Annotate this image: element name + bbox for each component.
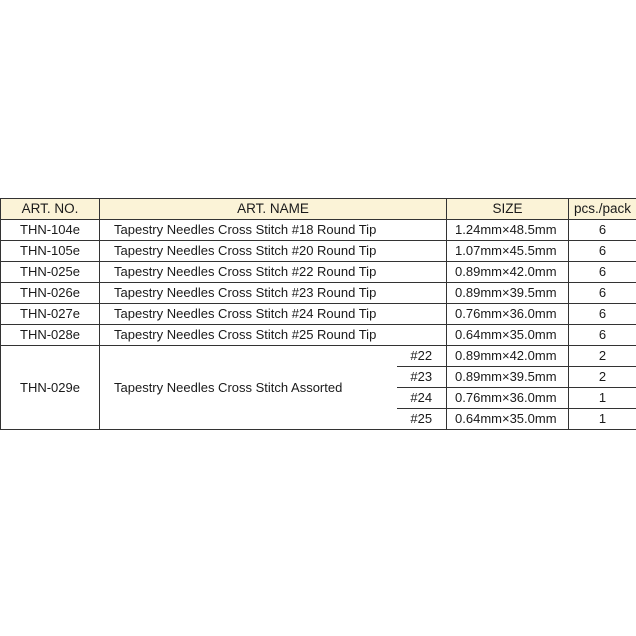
table-row-assorted bbox=[1, 346, 636, 367]
needle-number-cell: #25 bbox=[397, 409, 447, 430]
size-cell: 0.64mm×35.0mm bbox=[447, 325, 569, 346]
pcs-cell: 6 bbox=[569, 241, 636, 262]
pcs-cell: 1 bbox=[569, 409, 636, 430]
table-row bbox=[1, 262, 636, 283]
header-art-name: ART. NAME bbox=[100, 199, 447, 220]
table-row bbox=[1, 220, 636, 241]
art-no-cell: THN-028e bbox=[1, 325, 100, 346]
size-cell: 1.07mm×45.5mm bbox=[447, 241, 569, 262]
table-row bbox=[1, 241, 636, 262]
size-cell: 0.89mm×39.5mm bbox=[447, 283, 569, 304]
pcs-cell: 2 bbox=[569, 346, 636, 367]
assorted-art-name-cell: Tapestry Needles Cross Stitch Assorted bbox=[100, 346, 397, 430]
pcs-cell: 6 bbox=[569, 325, 636, 346]
size-cell: 0.76mm×36.0mm bbox=[447, 388, 569, 409]
art-name-cell: Tapestry Needles Cross Stitch #25 Round Tip bbox=[100, 325, 447, 346]
product-spec-table bbox=[0, 198, 636, 430]
table-row bbox=[1, 304, 636, 325]
size-cell: 1.24mm×48.5mm bbox=[447, 220, 569, 241]
pcs-cell: 2 bbox=[569, 367, 636, 388]
art-name-cell: Tapestry Needles Cross Stitch #18 Round Tip bbox=[100, 220, 447, 241]
table-row bbox=[1, 325, 636, 346]
table-header-row bbox=[1, 199, 636, 220]
header-size: SIZE bbox=[447, 199, 569, 220]
pcs-cell: 1 bbox=[569, 388, 636, 409]
art-name-cell: Tapestry Needles Cross Stitch #24 Round Tip bbox=[100, 304, 447, 325]
pcs-cell: 6 bbox=[569, 304, 636, 325]
size-cell: 0.64mm×35.0mm bbox=[447, 409, 569, 430]
table-row bbox=[1, 283, 636, 304]
art-name-cell: Tapestry Needles Cross Stitch #23 Round Tip bbox=[100, 283, 447, 304]
needle-number-cell: #23 bbox=[397, 367, 447, 388]
art-no-cell: THN-027e bbox=[1, 304, 100, 325]
art-no-cell: THN-105e bbox=[1, 241, 100, 262]
art-no-cell: THN-026e bbox=[1, 283, 100, 304]
size-cell: 0.89mm×42.0mm bbox=[447, 346, 569, 367]
assorted-art-no-cell: THN-029e bbox=[1, 346, 100, 430]
art-name-cell: Tapestry Needles Cross Stitch #22 Round Tip bbox=[100, 262, 447, 283]
size-cell: 0.89mm×42.0mm bbox=[447, 262, 569, 283]
header-art-no: ART. NO. bbox=[1, 199, 100, 220]
needle-number-cell: #22 bbox=[397, 346, 447, 367]
art-no-cell: THN-104e bbox=[1, 220, 100, 241]
size-cell: 0.89mm×39.5mm bbox=[447, 367, 569, 388]
size-cell: 0.76mm×36.0mm bbox=[447, 304, 569, 325]
pcs-cell: 6 bbox=[569, 283, 636, 304]
art-name-cell: Tapestry Needles Cross Stitch #20 Round Tip bbox=[100, 241, 447, 262]
art-no-cell: THN-025e bbox=[1, 262, 100, 283]
needle-number-cell: #24 bbox=[397, 388, 447, 409]
pcs-cell: 6 bbox=[569, 220, 636, 241]
header-pcs-pack: pcs./pack bbox=[569, 199, 636, 220]
pcs-cell: 6 bbox=[569, 262, 636, 283]
